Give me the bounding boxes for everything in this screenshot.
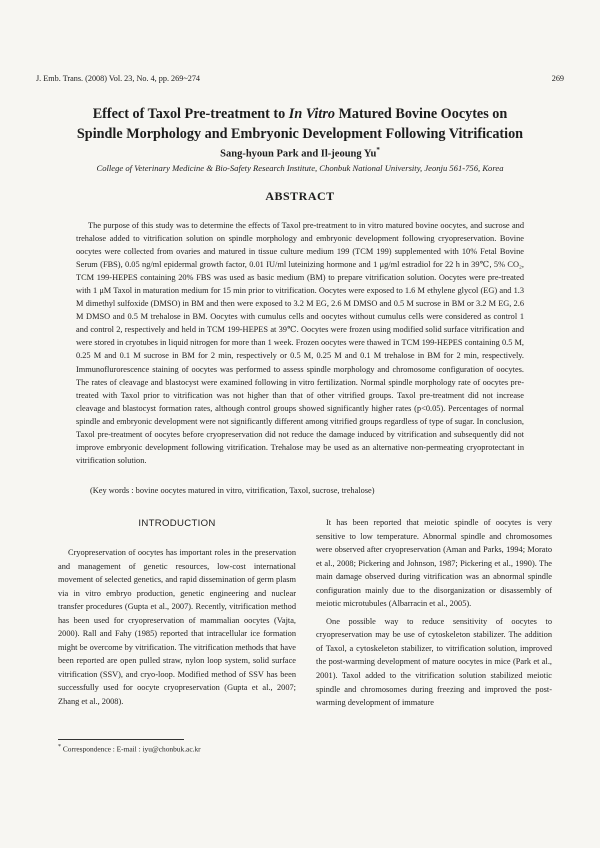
introduction-heading: INTRODUCTION: [138, 518, 216, 529]
intro-paragraph-right-1: It has been reported that meiotic spindle of oocytes is very sensitive to low temperature. Abnormal spindle and chromosomes were observed after cryopreservation (Aman and Parks, 1994; Morato et al., 2008; Pickering and Johnson, 1987; Pickering et al., 1990). The main damage observed during vitrification was an abnormal spindle configuration mainly due to the disorganization or disassembly of meiotic microtubules (Albarracin et al., 2005).: [316, 518, 552, 609]
correspondence-text: Correspondence : E-mail : iyu@chonbuk.ac.kr: [62, 744, 201, 754]
title-line-2: Spindle Morphology and Embryonic Development Following Vitrification: [76, 126, 524, 142]
running-head: [36, 74, 564, 83]
left-column: [58, 516, 296, 709]
title-line-1: Effect of Taxol Pre-treatment to In Vitro Matured Bovine Oocytes on: [92, 106, 508, 122]
author-mark: *: [376, 146, 380, 154]
intro-paragraph-left: Cryopreservation of oocytes has important roles in the preservation and management of genetic resources, low-cost international movement of selected genetics, and rapid dissemination of germ plasm via in vitro embryo production, genetic engineering and nuclear transfer procedures (Gupta et al., 2007). Recently, vitrification method has been used for cryopreservation of mammalian oocytes (Vajta, 2000). Rall and Fahy (1985) reported that intracellular ice formation might be overcome by vitrification. The vitrification methods that have been reported are open pulled straw, nylon loop system, solid surface vitrification (SSV), and cryo-loop. Modified method of SSV has been successfully used for oocyte cryopreservation (Gupta et al., 2007; Zhang et al., 2008).: [58, 548, 296, 707]
footnote-rule: [58, 739, 184, 740]
journal-citation: J. Emb. Trans. (2008) Vol. 23, No. 4, pp. 269~274: [36, 74, 201, 83]
abstract-body: The purpose of this study was to determine the effects of Taxol pre-treatment to in vitro matured bovine oocytes, and sucrose and trehalose added to vitrification solution on spindle morphology and embryonic development following cryopreservation. Bovine oocytes were collected from ovaries and matured in tissue culture medium 199 (TCM 199) supplemented with 10% Fetal Bovine Serum (FBS), 0.05 ng/ml epidermal growth factor, 0.01 IU/ml luteinizing hormone and 1 μg/ml estradiol for 22 h in 39℃, 5% CO₂, TCM 199-HEPES containing 20% FBS was used as basic medium (BM) to prepare vitrification solution. Oocytes were pre-treated with 1 μM Taxol in maturation medium for 15 min prior to vitrification. Oocytes were exposed to 1.6 M ethylene glycol (EG) and 1.3 M dimethyl sulfoxide (DMSO) in BM and then were exposed to 3.2 M EG, 2.6 M DMSO and 0.5 M sucrose in BM or 3.2 M EG, 2.6 M DMSO and 0.5 M trehalose in BM. Oocytes with cumulus cells and oocytes without cumulus cells were considered as control 1 and control 2, respectively and held in TCM 199-HEPES at 39℃. Oocytes were frozen using modified solid surface vitrification and were stored in cryotubes in liquid nitrogen for more than 1 week. Frozen oocytes were thawed in TCM 199-HEPES containing 0.5 M, 0.25 M and 0.1 M sucrose in BM for 2 min, respectively or 0.5 M, 0.25 M and 0.1 M trehalose in BM for 2 min, respectively. Immunoflurorescence staining of oocytes was performed to assess spindle morphology and chromosome configuration of oocytes. The rates of cleavage and blastocyst were examined following in vitro fertilization. Normal spindle morphology rate of oocytes pre-treated with Taxol prior to vitrification was not higher than that of other vitrified groups. Taxol pre-treatment did not increase cleavage and blastocyst formation rates, although control groups showed significantly higher rates (p<0.05). Percentages of normal spindle and embryonic development were not significantly different among vitrified groups regardless of type of sugar. In conclusion, Taxol pre-treatment of oocytes before cryopreservation did not reduce the damage induced by vitrification and subsequently did not improve embryonic development following vitrification. Trehalose may be used as an alternative non-permeating cryoprotectant in vitrification solution.: [76, 221, 524, 465]
footnote-mark: *: [58, 744, 61, 750]
footnote: [58, 744, 201, 753]
page-number: 269: [551, 74, 564, 83]
abstract-heading: ABSTRACT: [265, 189, 335, 203]
intro-paragraph-right-2: One possible way to reduce sensitivity of oocytes to cryopreservation may be use of cytoskeleton stabilizer. The addition of Taxol, a cytoskeleton stabilizer, to vitrification solution, improved the post-warming development of mature oocytes in mice (Park et al., 2001). Taxol added to the vitrification solution stabilized meiotic spindle and chromosomes during freezing and improved the post-warming development of immature: [316, 616, 552, 708]
article-title: [40, 104, 560, 144]
affiliation: College of Veterinary Medicine & Bio-Safety Research Institute, Chonbuk National University, Jeonju 561-756, Korea: [96, 163, 504, 173]
right-column: [316, 516, 552, 710]
authors: Sang-hyoun Park and Il-jeoung Yu*: [220, 146, 380, 160]
keywords: (Key words : bovine oocytes matured in vitro, vitrification, Taxol, sucrose, trehalose): [90, 486, 375, 495]
